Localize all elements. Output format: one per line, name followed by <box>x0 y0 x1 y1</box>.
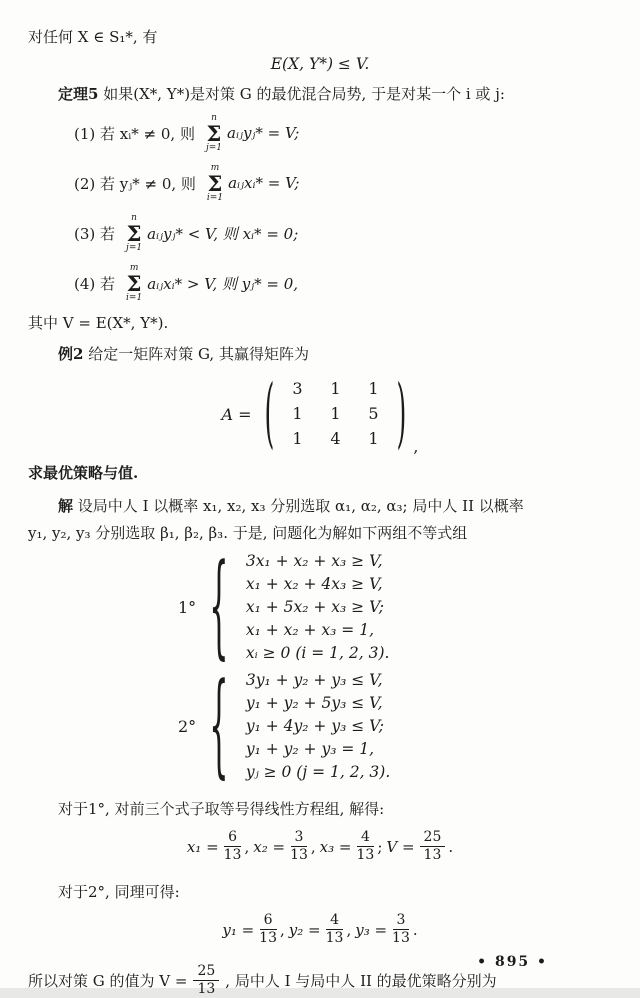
theorem-footnote: 其中 V = E(X*, Y*). <box>28 314 169 333</box>
sum-upper-limit: n <box>131 212 137 223</box>
system-line: x₁ + x₂ + x₃ = 1, <box>245 620 375 639</box>
example-intro: 给定一矩阵对策 G, 其赢得矩阵为 <box>88 345 309 364</box>
system-label: 1° <box>178 597 197 617</box>
term-separator: , <box>310 837 316 856</box>
matrix-cell: 1 <box>330 404 341 424</box>
theorem-label: 定理5 <box>58 85 99 103</box>
solution-term <box>355 913 417 947</box>
theorem-item-4 <box>74 258 612 308</box>
fraction-numerator: 6 <box>224 830 241 847</box>
system-line: xᵢ ≥ 0 (i = 1, 2, 3). <box>245 643 390 662</box>
fraction-denominator: 13 <box>290 847 308 864</box>
right-paren: ) <box>397 368 407 458</box>
example-task: 求最优策略与值. <box>28 464 139 483</box>
matrix-cell: 4 <box>330 429 341 449</box>
summation-symbol <box>126 214 142 253</box>
term-lhs: x₃ = <box>319 837 352 856</box>
matrix-cell: 1 <box>330 379 341 399</box>
system-line: y₁ + 4y₂ + y₃ ≤ V; <box>245 716 384 735</box>
solution-line-2: y₁, y₂, y₃ 分别选取 β₁, β₂, β₃. 于是, 问题化为解如下两组不等式组 <box>28 523 468 542</box>
sum-upper-limit: n <box>211 112 217 123</box>
item-expression: aᵢⱼyⱼ* < V, 则 xᵢ* = 0; <box>147 224 299 243</box>
theorem-body: 如果(X*, Y*)是对策 G 的最优混合局势, 于是对某一个 i 或 j: <box>103 85 505 103</box>
item-expression: aᵢⱼxᵢ* = V; <box>228 174 300 193</box>
system-line: x₁ + x₂ + 4x₃ ≥ V, <box>245 574 383 593</box>
fraction-denominator: 13 <box>197 981 216 998</box>
matrix-lhs: A = <box>221 404 252 424</box>
term-lhs: V = <box>386 837 415 856</box>
fraction-denominator: 13 <box>259 930 277 947</box>
step2-label: 对于2°, 同理可得: <box>58 882 180 901</box>
fraction-denominator: 13 <box>223 847 242 864</box>
solution-text-1: 设局中人 I 以概率 x₁, x₂, x₃ 分别选取 α₁, α₂, α₃; 局中人 II 以概率 <box>77 497 524 516</box>
matrix-comma: , <box>413 437 419 457</box>
system-line: y₁ + y₂ + y₃ = 1, <box>245 739 375 758</box>
payoff-matrix <box>28 368 612 458</box>
sigma-icon: Σ <box>206 120 222 146</box>
fraction <box>326 913 344 947</box>
sum-lower-limit: j=1 <box>126 242 143 253</box>
term-lhs: x₁ = <box>186 837 219 856</box>
term-lhs: y₂ = <box>288 920 321 939</box>
fraction-denominator: 13 <box>392 930 410 947</box>
theorem-item-2 <box>74 158 612 208</box>
left-brace: { <box>209 660 229 793</box>
term-lhs: y₁ = <box>222 920 255 939</box>
system-line: 3y₁ + y₂ + y₃ ≤ V, <box>245 670 383 689</box>
term-separator: . <box>448 837 454 856</box>
conclusion-post: , 局中人 I 与局中人 II 的最优策略分别为 <box>225 972 497 991</box>
left-brace: { <box>209 541 229 674</box>
page-number: • 895 • <box>477 954 548 970</box>
intro-equation: E(X, Y*) ≤ V. <box>270 55 370 73</box>
term-lhs: x₂ = <box>253 837 286 856</box>
theorem-item-1 <box>74 108 612 158</box>
fraction-numerator: 3 <box>393 913 410 930</box>
sum-lower-limit: i=1 <box>126 292 143 303</box>
matrix-cell: 1 <box>368 429 379 449</box>
left-paren: ( <box>264 368 274 458</box>
fraction-numerator: 3 <box>291 830 308 847</box>
sigma-icon: Σ <box>126 270 142 296</box>
summation-symbol <box>126 264 142 303</box>
summation-symbol <box>207 164 223 203</box>
theorem-paragraph <box>28 83 612 106</box>
solution-line-1 <box>28 493 612 519</box>
term-separator: ; <box>377 837 383 856</box>
solution-term <box>320 830 383 864</box>
fraction-denominator: 13 <box>423 847 442 864</box>
system-line: y₁ + y₂ + 5y₃ ≤ V, <box>245 693 383 712</box>
y-solution-equation <box>28 910 612 950</box>
solution-term <box>253 830 315 864</box>
system-lines <box>246 669 390 784</box>
inequality-system-1 <box>178 541 612 674</box>
solution-term <box>289 913 351 947</box>
system-label: 2° <box>178 716 197 736</box>
summation-symbol <box>206 114 222 153</box>
matrix-cell: 3 <box>292 379 303 399</box>
inequality-system-2 <box>178 660 612 793</box>
fraction-numerator: 4 <box>326 913 343 930</box>
fraction <box>193 964 219 998</box>
sigma-icon: Σ <box>207 170 223 196</box>
solution-term <box>222 913 284 947</box>
fraction <box>290 830 308 864</box>
step1-label: 对于1°, 对前三个式子取等号得线性方程组, 解得: <box>58 799 385 818</box>
fraction-numerator: 6 <box>260 913 277 930</box>
term-lhs: y₃ = <box>355 920 388 939</box>
fraction <box>420 830 446 864</box>
term-separator: , <box>244 837 250 856</box>
solution-term <box>187 830 249 864</box>
intro-line: 对任何 X ∈ S₁*, 有 <box>28 28 158 46</box>
item-expression: aᵢⱼxᵢ* > V, 则 yⱼ* = 0, <box>147 274 299 293</box>
theorem-item-3 <box>74 208 612 258</box>
system-line: x₁ + 5x₂ + x₃ ≥ V; <box>245 597 384 616</box>
fraction <box>259 913 277 947</box>
system-line: 3x₁ + x₂ + x₃ ≥ V, <box>245 551 383 570</box>
matrix-cell: 1 <box>368 379 379 399</box>
fraction-denominator: 13 <box>356 847 375 864</box>
term-separator: , <box>280 920 285 939</box>
fraction-numerator: 25 <box>193 964 219 981</box>
fraction-numerator: 4 <box>357 830 374 847</box>
fraction <box>356 830 374 864</box>
item-lead: (3) 若 <box>74 224 116 243</box>
example-label: 例2 <box>58 345 84 364</box>
example-paragraph <box>28 343 612 364</box>
matrix-grid <box>278 378 392 450</box>
conclusion-pre: 所以对策 G 的值为 V = <box>28 972 188 991</box>
fraction-denominator: 13 <box>325 930 344 947</box>
system-line: yⱼ ≥ 0 (j = 1, 2, 3). <box>245 762 391 781</box>
term-separator: , <box>346 920 352 939</box>
sigma-icon: Σ <box>126 220 142 246</box>
sum-lower-limit: i=1 <box>206 192 224 203</box>
system-lines <box>246 550 390 665</box>
sum-lower-limit: j=1 <box>205 142 223 153</box>
item-lead: (1) 若 xᵢ* ≠ 0, 则 <box>74 124 195 143</box>
matrix-cell: 1 <box>292 404 303 424</box>
fraction <box>224 830 242 864</box>
fraction-numerator: 25 <box>420 830 446 847</box>
matrix-cell: 1 <box>292 429 303 449</box>
fraction <box>392 913 410 947</box>
item-lead: (4) 若 <box>74 274 116 293</box>
sum-upper-limit: m <box>210 162 220 173</box>
solution-term <box>386 830 453 864</box>
x-solution-equation <box>28 827 612 867</box>
item-lead: (2) 若 yⱼ* ≠ 0, 则 <box>74 174 196 193</box>
item-expression: aᵢⱼyⱼ* = V; <box>227 124 300 143</box>
term-separator: . <box>412 920 418 939</box>
sum-upper-limit: m <box>129 262 139 273</box>
matrix-cell: 5 <box>368 404 379 424</box>
solution-label: 解 <box>58 497 74 516</box>
